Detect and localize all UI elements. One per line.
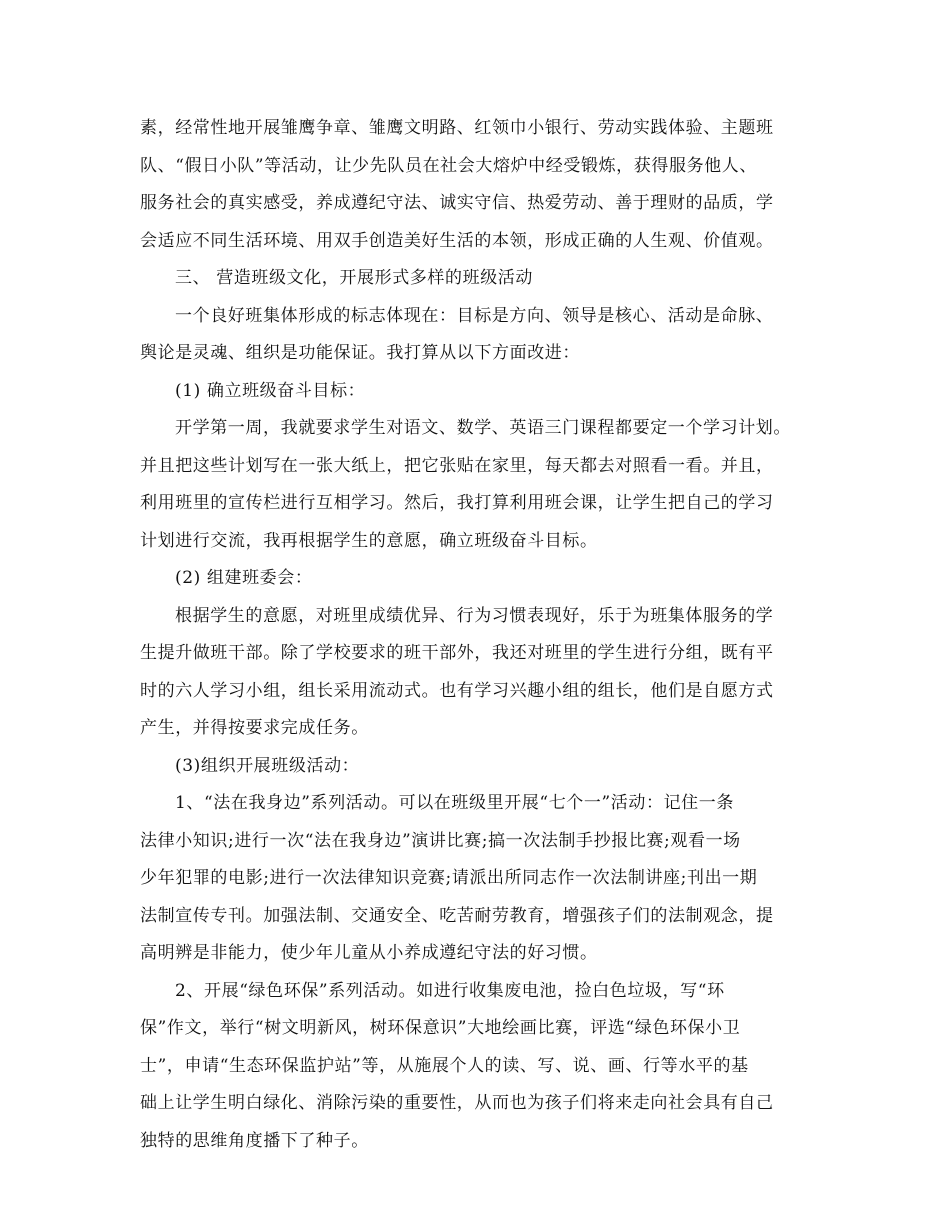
subheading: (2) 组建班委会： [175,568,313,588]
text-line: 生提升做班干部。除了学校要求的班干部外，我还对班里的学生进行分组，既有平 [140,643,774,663]
text-line: 法制宣传专刊。加强法制、交通安全、吃苦耐劳教育，增强孩子们的法制观念，提 [140,906,774,926]
text-line: 舆论是灵魂、组织是功能保证。我打算从以下方面改进： [140,343,580,363]
text-line: 独特的思维角度播下了种子。 [140,1131,369,1151]
text-line: 计划进行交流，我再根据学生的意愿，确立班级奋斗目标。 [140,531,598,551]
text-line: 少年犯罪的电影;进行一次法律知识竞赛;请派出所同志作一次法制讲座;刊出一期 [140,868,758,888]
text-line: 素，经常性地开展雏鹰争章、雏鹰文明路、红领巾小银行、劳动实践体验、主题班 [140,118,774,138]
text-line: 法律小知识;进行一次“法在我身边”演讲比赛;搞一次法制手抄报比赛;观看一场 [140,831,741,851]
text-line: 队、“假日小队”等活动，让少先队员在社会大熔炉中经受锻炼，获得服务他人、 [140,156,757,176]
text-line: 1、“法在我身边”系列活动。可以在班级里开展“七个一”活动：记住一条 [175,793,734,813]
section-heading: 三、 营造班级文化，开展形式多样的班级活动 [175,268,534,288]
subheading: (1) 确立班级奋斗目标： [175,381,366,401]
text-line: 保”作文，举行“树文明新风，树环保意识”大地绘画比赛，评选“绿色环保小卫 [140,1018,741,1038]
text-line: 高明辨是非能力，使少年儿童从小养成遵纪守法的好习惯。 [140,943,598,963]
text-line: 开学第一周，我就要求学生对语文、数学、英语三门课程都要定一个学习计划。 [175,418,791,438]
text-line: 础上让学生明白绿化、消除污染的重要性，从而也为孩子们将来走向社会具有自己 [140,1093,774,1113]
text-line: 时的六人学习小组，组长采用流动式。也有学习兴趣小组的组长，他们是自愿方式 [140,681,774,701]
text-line: 根据学生的意愿，对班里成绩优异、行为习惯表现好，乐于为班集体服务的学 [175,606,774,626]
text-line: 2、开展“绿色环保”系列活动。如进行收集废电池，捡白色垃圾，写“环 [175,981,725,1001]
subheading: (3)组织开展班级活动： [175,756,360,776]
text-line: 服务社会的真实感受，养成遵纪守法、诚实守信、热爱劳动、善于理财的品质，学 [140,193,774,213]
text-line: 士”，申请“生态环保监护站”等，从施展个人的读、写、说、画、行等水平的基 [140,1056,749,1076]
text-line: 一个良好班集体形成的标志体现在：目标是方向、领导是核心、活动是命脉、 [175,306,774,326]
text-line: 并且把这些计划写在一张大纸上，把它张贴在家里，每天都去对照看一看。并且， [140,456,774,476]
text-line: 会适应不同生活环境、用双手创造美好生活的本领，形成正确的人生观、价值观。 [140,231,774,251]
text-line: 利用班里的宣传栏进行互相学习。然后，我打算利用班会课，让学生把自己的学习 [140,493,774,513]
text-line: 产生，并得按要求完成任务。 [140,718,369,738]
